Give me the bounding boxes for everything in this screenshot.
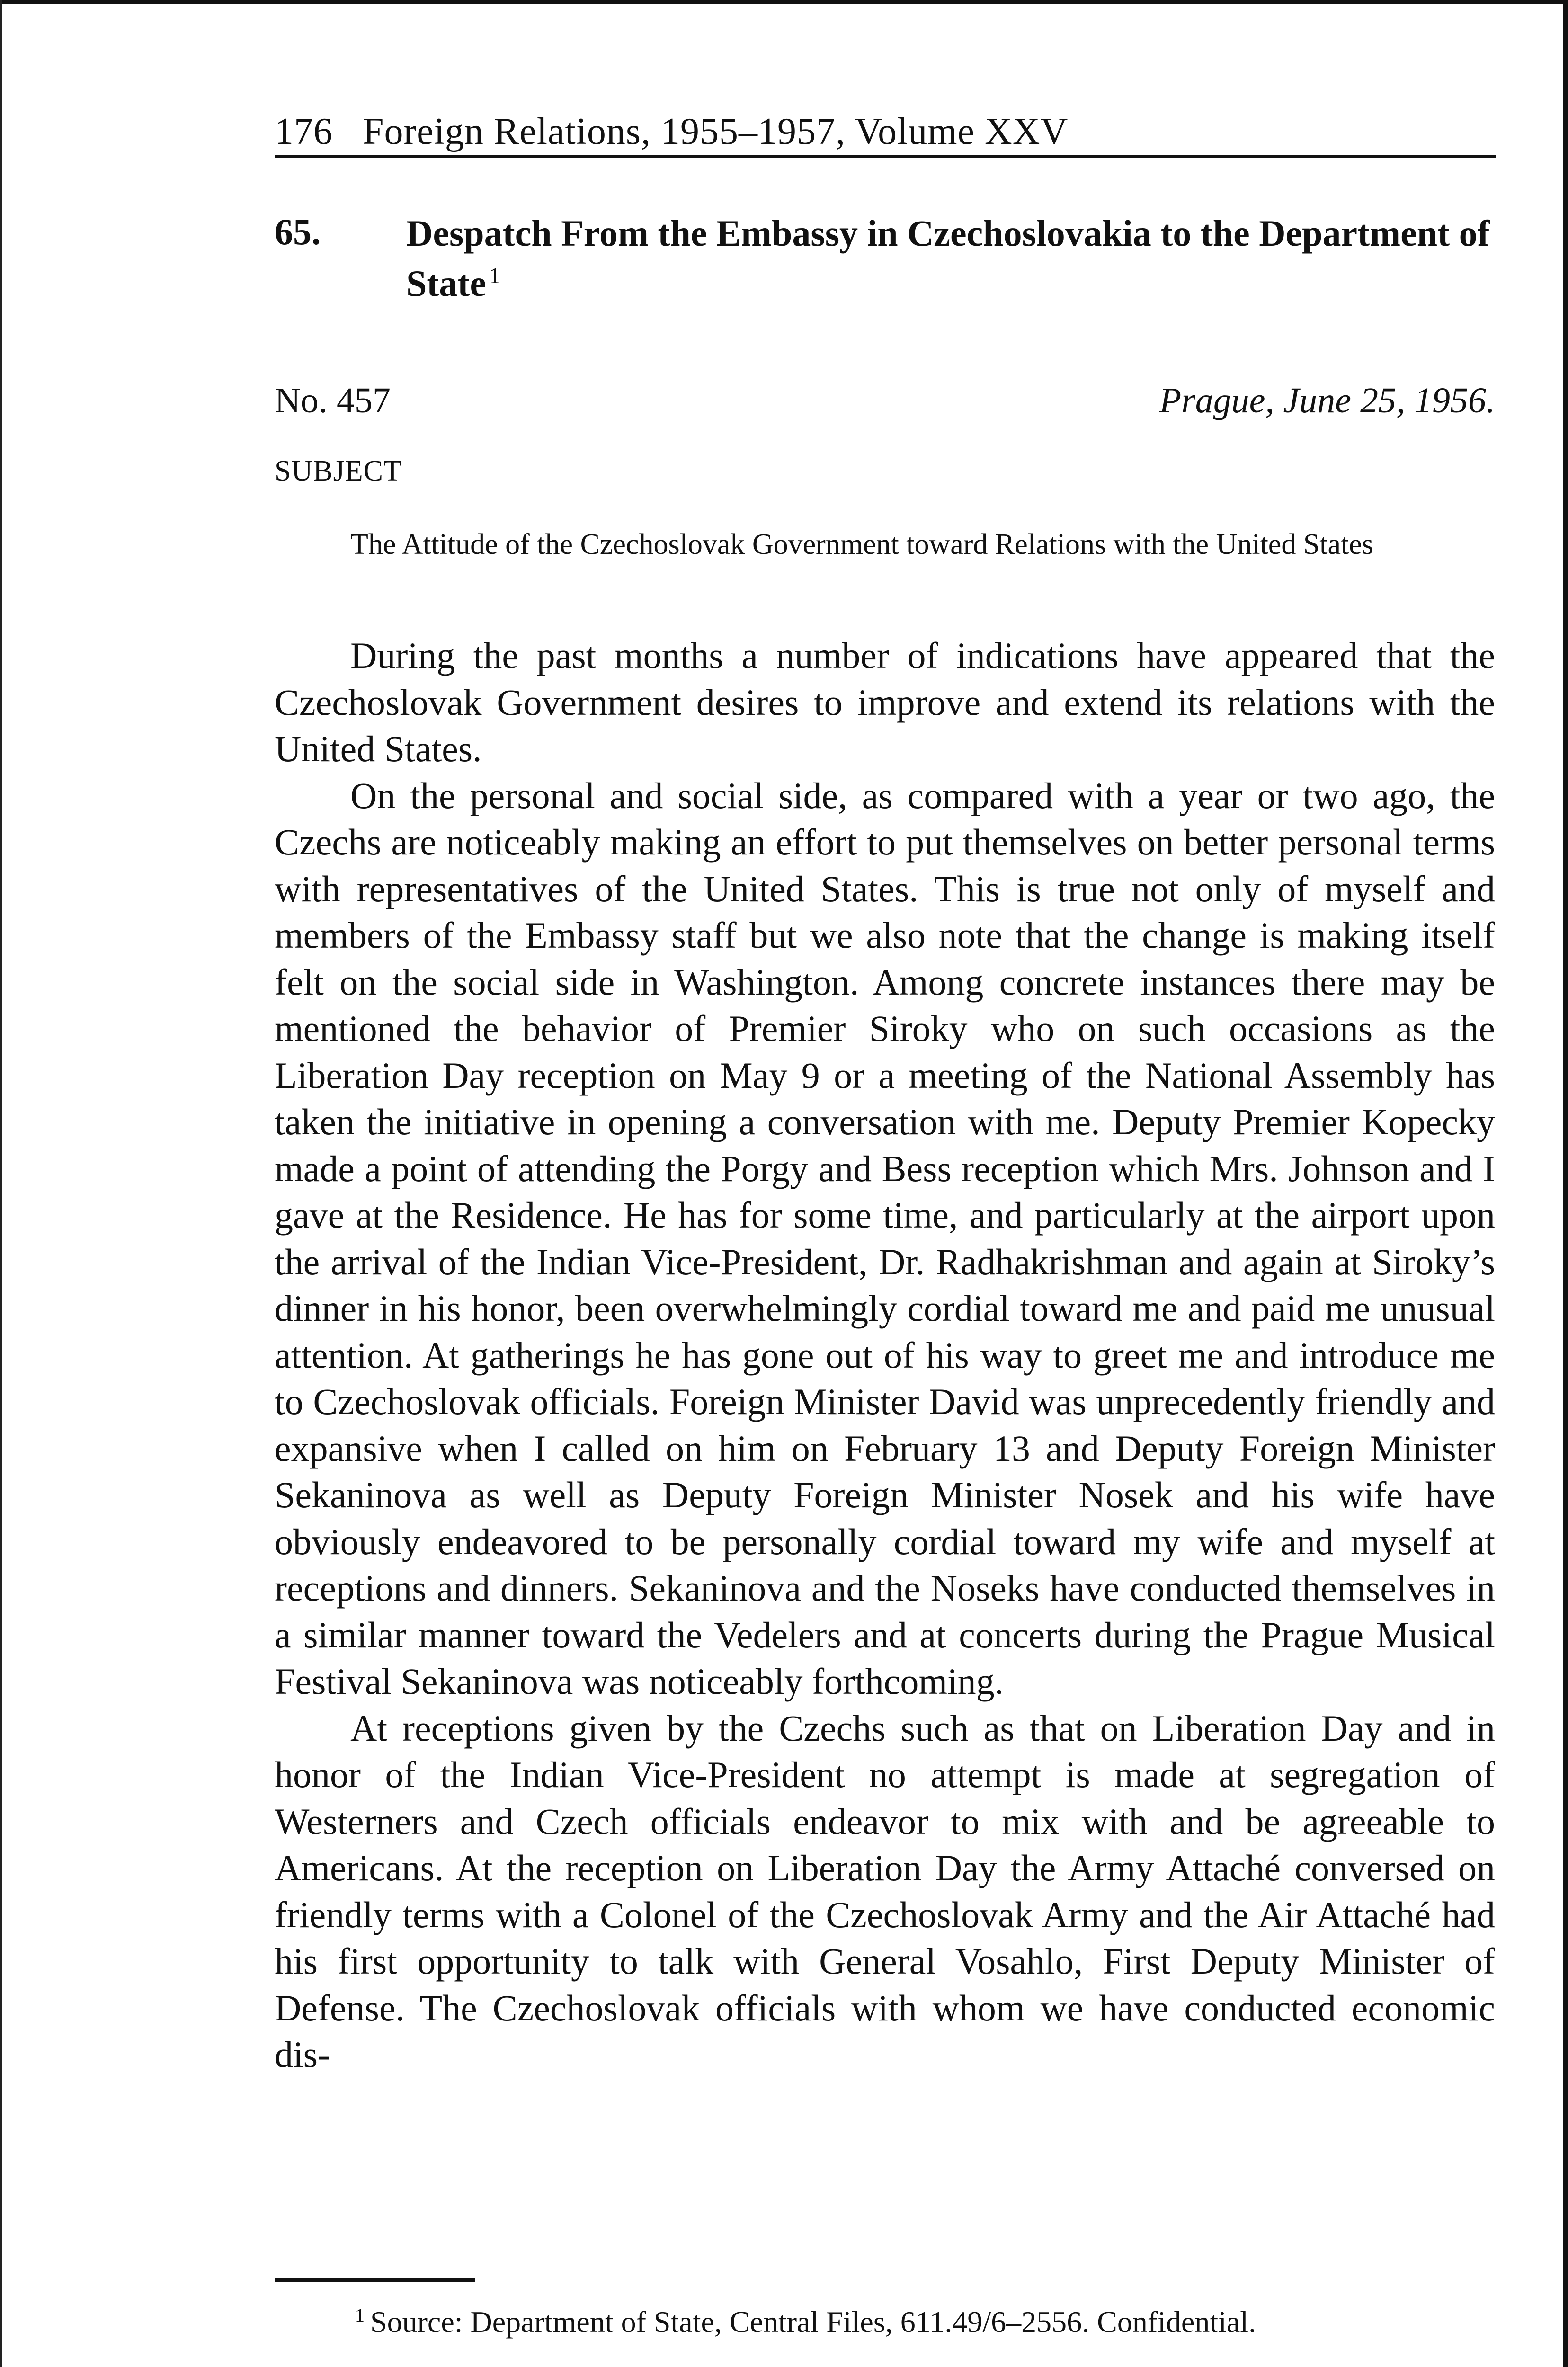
footnote-reference: 1 [489,263,500,288]
scan-edge-right [1563,0,1568,2367]
page-number: 176 [275,111,333,152]
place-date: Prague, June 25, 1956. [1159,381,1495,420]
body-text [275,632,1495,2078]
despatch-number: No. 457 [275,381,391,420]
document-title [406,208,1495,309]
document-title-text: Despatch From the Embassy in Czechoslovakia to the Department of State [406,213,1490,304]
scan-edge-top [0,0,1568,4]
footnote-rule [275,2278,475,2282]
paragraph: During the past months a number of indications have appeared that the Czechoslovak Government desires to improve and extend its relations with the United States. [275,635,1495,769]
scan-edge-left [0,0,2,2367]
footnote-marker: 1 [355,2304,365,2326]
running-title: Foreign Relations, 1955–1957, Volume XXV [363,111,1069,152]
running-header [275,108,1496,155]
document-number: 65. [275,211,321,252]
subject-label: SUBJECT [275,455,402,487]
paragraph: At receptions given by the Czechs such as that on Liberation Day and in honor of the Indian Vice-President no attempt is made at segregation of Westerners and Czech officials endeavor to mix with and be agreeable to Americans. At the reception on Liberation Day the Army Attaché conversed on friendly terms with a Colonel of the Czechoslovak Army and the Air Attaché had his first opportunity to talk with General Vosahlo, First Deputy Minister of Defense. The Czechoslovak officials with whom we have conducted economic dis- [275,1707,1495,2075]
subject-text: The Attitude of the Czechoslovak Government toward Relations with the United States [350,528,1373,561]
paragraph: On the personal and social side, as compared with a year or two ago, the Czechs are noticeably making an effort to put themselves on better personal terms with representatives of the United States. This is true not only of myself and members of the Embassy staff but we also note that the change is making itself felt on the social side in Washington. Among concrete instances there may be mentioned the behavior of Premier Siroky who on such occasions as the Liberation Day reception on May 9 or a meeting of the National Assembly has taken the initiative in opening a conversation with me. Deputy Premier Kopecky made a point of attending the Porgy and Bess reception which Mrs. Johnson and I gave at the Residence. He has for some time, and particularly at the airport upon the arrival of the Indian Vice-President, Dr. Radhakrishman and again at Siroky’s dinner in his honor, been overwhelmingly cordial toward me and paid me unusual attention. At gatherings he has gone out of his way to greet me and introduce me to Czechoslovak officials. Foreign Minister David was unprecedently friendly and expansive when I called on him on February 13 and Deputy Foreign Minister Sekaninova as well as Deputy Foreign Minister Nosek and his wife have obviously endeavored to be personally cordial toward my wife and myself at receptions and dinners. Sekaninova and the Noseks have conducted themselves in a similar manner toward the Vedelers and at concerts during the Prague Musical Festival Sekaninova was noticeably forthcoming. [275,774,1495,1702]
footnote-text: Source: Department of State, Central Files, 611.49/6–2556. Confidential. [370,2305,1256,2339]
footnote [355,2301,1501,2343]
header-rule [275,155,1496,158]
